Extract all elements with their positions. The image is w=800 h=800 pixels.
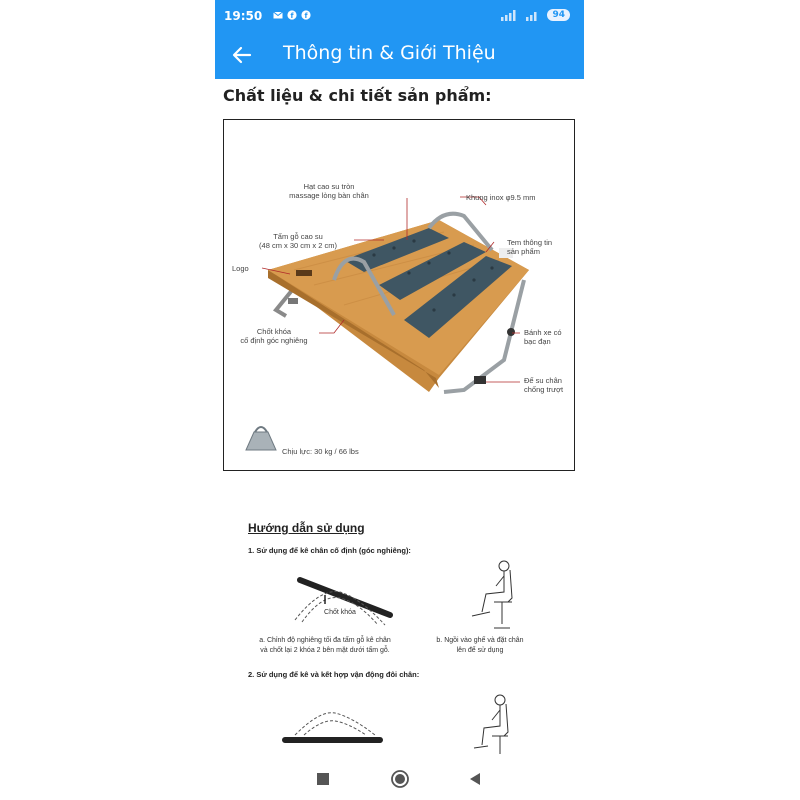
mail-icon bbox=[273, 10, 283, 20]
navigation-bar bbox=[215, 760, 584, 800]
lock-pin-label: Chốt khóa bbox=[324, 609, 356, 616]
svg-text:f: f bbox=[304, 12, 308, 20]
label-rubber-foot: Đế su chân chống trượt bbox=[524, 376, 564, 394]
label-steel-frame: Khung inox φ9.5 mm bbox=[466, 193, 536, 202]
back-button[interactable] bbox=[465, 769, 485, 789]
seated-person-diagram-1 bbox=[468, 558, 528, 633]
notification-icons bbox=[273, 10, 311, 20]
page-title: Thông tin & Giới Thiệu bbox=[283, 42, 496, 64]
home-button[interactable] bbox=[390, 769, 410, 789]
battery-badge: 94 bbox=[547, 9, 570, 21]
label-wood-board: Tấm gỗ cao su (48 cm x 30 cm x 2 cm) bbox=[259, 232, 337, 250]
app-bar bbox=[215, 33, 584, 79]
flat-board-diagram bbox=[280, 705, 390, 755]
label-massage-beads: Hạt cao su tròn massage lòng bàn chân bbox=[289, 182, 369, 200]
facebook-icon bbox=[301, 10, 311, 20]
recents-button[interactable] bbox=[313, 769, 333, 789]
guide-step-2: 2. Sử dụng để kê và kết hợp vận động đôi chân: bbox=[248, 670, 420, 679]
facebook-icon bbox=[287, 10, 297, 20]
tilted-board-diagram bbox=[280, 570, 400, 630]
signal-icon bbox=[525, 10, 541, 21]
caption-b: b. Ngồi vào ghế và đặt chân lên để sử dụng bbox=[436, 637, 524, 654]
label-info-tag: Tem thông tin sản phẩm bbox=[507, 238, 553, 256]
back-arrow-icon[interactable] bbox=[230, 43, 254, 67]
svg-text:f: f bbox=[290, 12, 294, 20]
label-logo: Logo bbox=[232, 264, 249, 273]
guide-step-1: 1. Sử dụng để kê chân cố định (góc nghiêng): bbox=[248, 546, 411, 555]
seated-person-diagram-2 bbox=[470, 690, 525, 760]
status-right bbox=[499, 9, 570, 21]
footrest-illustration bbox=[224, 120, 575, 471]
phone-screen bbox=[215, 0, 584, 800]
guide-title: Hướng dẫn sử dụng bbox=[248, 521, 365, 535]
label-wheel: Bánh xe có bạc đạn bbox=[524, 328, 562, 346]
status-bar bbox=[215, 0, 584, 33]
section-title: Chất liệu & chi tiết sản phẩm: bbox=[223, 86, 492, 105]
label-load-capacity: Chịu lực: 30 kg / 66 lbs bbox=[282, 447, 359, 456]
status-time: 19:50 bbox=[224, 9, 263, 23]
signal-icon bbox=[499, 10, 519, 21]
product-image bbox=[223, 119, 575, 471]
caption-a: a. Chỉnh độ nghiêng tối đa tấm gỗ kê chân và chốt lại 2 khóa 2 bên mặt dưới tấm gỗ. bbox=[259, 637, 391, 654]
label-lock-pin: Chốt khóa cố định góc nghiêng bbox=[240, 327, 308, 345]
